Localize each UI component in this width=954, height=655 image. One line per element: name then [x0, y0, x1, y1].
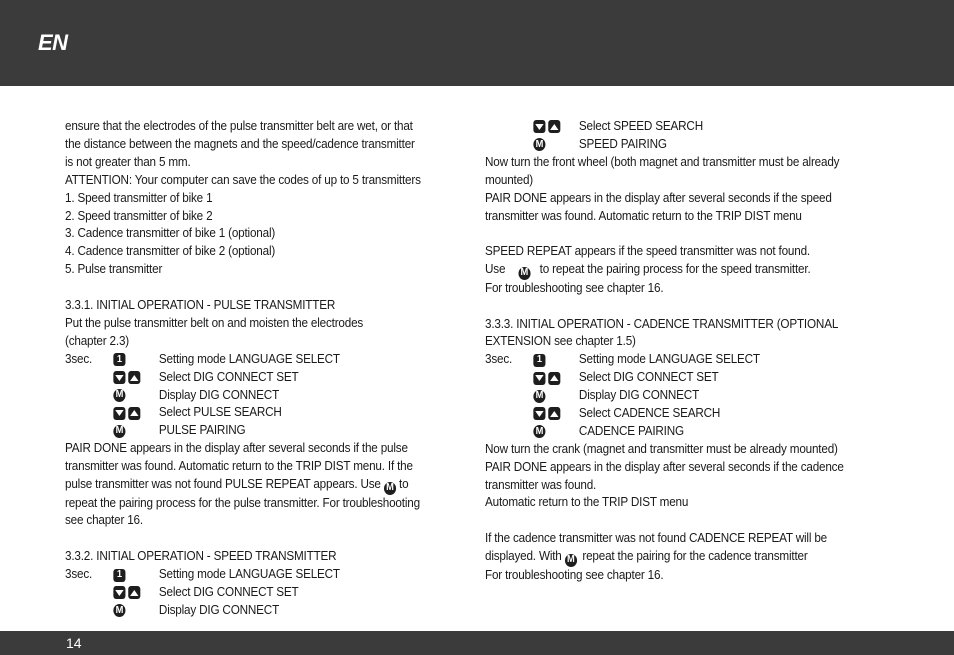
- page-footer: [0, 631, 954, 655]
- step-text: Display DIG CONNECT: [158, 602, 280, 617]
- text-line: (chapter 2.3): [65, 333, 129, 348]
- step-row: [65, 404, 460, 422]
- arrow-up-button-icon: [128, 586, 140, 599]
- left-column: [65, 118, 460, 620]
- arrow-down-button-icon: [113, 586, 125, 599]
- text-line: For troubleshooting see chapter 16.: [485, 280, 664, 295]
- text-line: If the cadence transmitter was not found CADENCE REPEAT will be: [485, 531, 827, 546]
- text-line: repeat the pairing process for the pulse transmitter. For troubleshooting: [65, 495, 420, 510]
- step-row: [485, 136, 894, 154]
- step-text: PULSE PAIRING: [158, 423, 246, 438]
- arrow-down-button-icon: [113, 407, 125, 420]
- step-row: [485, 351, 894, 369]
- text-line: Now turn the front wheel (both magnet and transmitter must be already: [485, 154, 840, 169]
- text-line: mounted): [485, 172, 533, 187]
- arrow-up-button-icon: [128, 407, 140, 420]
- step-row: [485, 118, 894, 136]
- text-line: Now turn the crank (magnet and transmitter must be already mounted): [485, 441, 838, 456]
- step-text: Select DIG CONNECT SET: [578, 370, 719, 385]
- step-row: [485, 423, 894, 441]
- m-button-icon: M: [384, 482, 396, 495]
- list-item: 4. Cadence transmitter of bike 2 (optional): [65, 244, 276, 259]
- list-item: 1. Speed transmitter of bike 1: [65, 190, 213, 205]
- text-line: Use M to repeat the pairing process for the speed transmitter.: [485, 262, 811, 279]
- text-line: PAIR DONE appears in the display after several seconds if the pulse: [65, 441, 408, 456]
- m-button-icon: M: [533, 425, 545, 438]
- step-text: Display DIG CONNECT: [578, 388, 700, 403]
- arrow-down-button-icon: [113, 371, 125, 384]
- step-row: [65, 369, 460, 387]
- step-text: Select DIG CONNECT SET: [158, 585, 299, 600]
- text-line: PAIR DONE appears in the display after several seconds if the cadence: [485, 459, 844, 474]
- step-row: [485, 405, 894, 423]
- button-1-icon: 1: [113, 569, 125, 582]
- step-duration: 3sec.: [65, 567, 93, 582]
- m-button-icon: M: [565, 554, 577, 567]
- right-column: [485, 118, 894, 585]
- text-line: see chapter 16.: [65, 513, 143, 528]
- m-button-icon: M: [518, 267, 530, 280]
- step-text: Select SPEED SEARCH: [578, 119, 703, 133]
- text-line: ATTENTION: Your computer can save the codes of up to 5 transmitters: [65, 172, 421, 187]
- page-header: [0, 0, 954, 86]
- arrow-up-button-icon: [548, 372, 560, 385]
- text-line: For troubleshooting see chapter 16.: [485, 567, 664, 582]
- m-button-icon: M: [113, 604, 125, 617]
- text-line: pulse transmitter was not found PULSE REPEAT appears. Use M to: [65, 477, 409, 494]
- text-line: ensure that the electrodes of the pulse transmitter belt are wet, or that: [65, 119, 413, 133]
- arrow-down-button-icon: [533, 372, 545, 385]
- section-heading-pulse: 3.3.1. INITIAL OPERATION - PULSE TRANSMITTER: [65, 298, 336, 313]
- m-button-icon: M: [113, 389, 125, 402]
- step-duration: 3sec.: [65, 351, 93, 366]
- arrow-up-button-icon: [548, 120, 560, 133]
- list-item: 3. Cadence transmitter of bike 1 (optional): [65, 226, 276, 241]
- arrow-up-button-icon: [548, 407, 560, 420]
- step-row: [65, 566, 460, 584]
- text-line: transmitter was found.: [485, 477, 597, 492]
- list-item: 5. Pulse transmitter: [65, 262, 163, 277]
- step-text: Display DIG CONNECT: [158, 387, 280, 402]
- step-row: [65, 422, 460, 440]
- arrow-down-button-icon: [533, 407, 545, 420]
- text-line: transmitter was found. Automatic return to the TRIP DIST menu. If the: [65, 459, 413, 474]
- step-row: [485, 369, 894, 387]
- button-1-icon: 1: [113, 353, 125, 366]
- text-line: is not greater than 5 mm.: [65, 154, 191, 169]
- page-number: 14: [66, 635, 82, 651]
- arrow-up-button-icon: [128, 371, 140, 384]
- language-label: EN: [38, 30, 68, 55]
- step-row: [65, 602, 460, 620]
- text-line: the distance between the magnets and the speed/cadence transmitter: [65, 136, 415, 151]
- text-line: Automatic return to the TRIP DIST menu: [485, 495, 689, 510]
- text-line: transmitter was found. Automatic return to the TRIP DIST menu: [485, 208, 802, 223]
- step-row: [485, 387, 894, 405]
- button-1-icon: 1: [533, 354, 545, 367]
- text-line: displayed. With M repeat the pairing for the cadence transmitter: [485, 549, 808, 566]
- section-heading-cadence-cont: EXTENSION see chapter 1.5): [485, 334, 636, 349]
- step-row: [65, 351, 460, 369]
- step-duration: 3sec.: [485, 352, 513, 367]
- arrow-down-button-icon: [533, 120, 545, 133]
- m-button-icon: M: [533, 390, 545, 403]
- list-item: 2. Speed transmitter of bike 2: [65, 208, 213, 223]
- step-text: SPEED PAIRING: [578, 136, 667, 151]
- step-text: Select CADENCE SEARCH: [578, 405, 721, 420]
- step-text: Setting mode LANGUAGE SELECT: [158, 567, 340, 582]
- step-text: Setting mode LANGUAGE SELECT: [578, 352, 760, 367]
- step-text: CADENCE PAIRING: [578, 423, 684, 438]
- step-text: Select PULSE SEARCH: [158, 405, 282, 420]
- m-button-icon: M: [533, 138, 545, 151]
- text-line: SPEED REPEAT appears if the speed transmitter was not found.: [485, 244, 810, 259]
- step-row: [65, 584, 460, 602]
- m-button-icon: M: [113, 425, 125, 438]
- section-heading-speed: 3.3.2. INITIAL OPERATION - SPEED TRANSMITTER: [65, 549, 337, 564]
- text-line: PAIR DONE appears in the display after several seconds if the speed: [485, 190, 832, 205]
- text-line: Put the pulse transmitter belt on and moisten the electrodes: [65, 315, 364, 330]
- step-text: Setting mode LANGUAGE SELECT: [158, 351, 340, 366]
- section-heading-cadence: 3.3.3. INITIAL OPERATION - CADENCE TRANSMITTER (OPTIONAL: [485, 316, 839, 331]
- step-row: [65, 387, 460, 405]
- step-text: Select DIG CONNECT SET: [158, 369, 299, 384]
